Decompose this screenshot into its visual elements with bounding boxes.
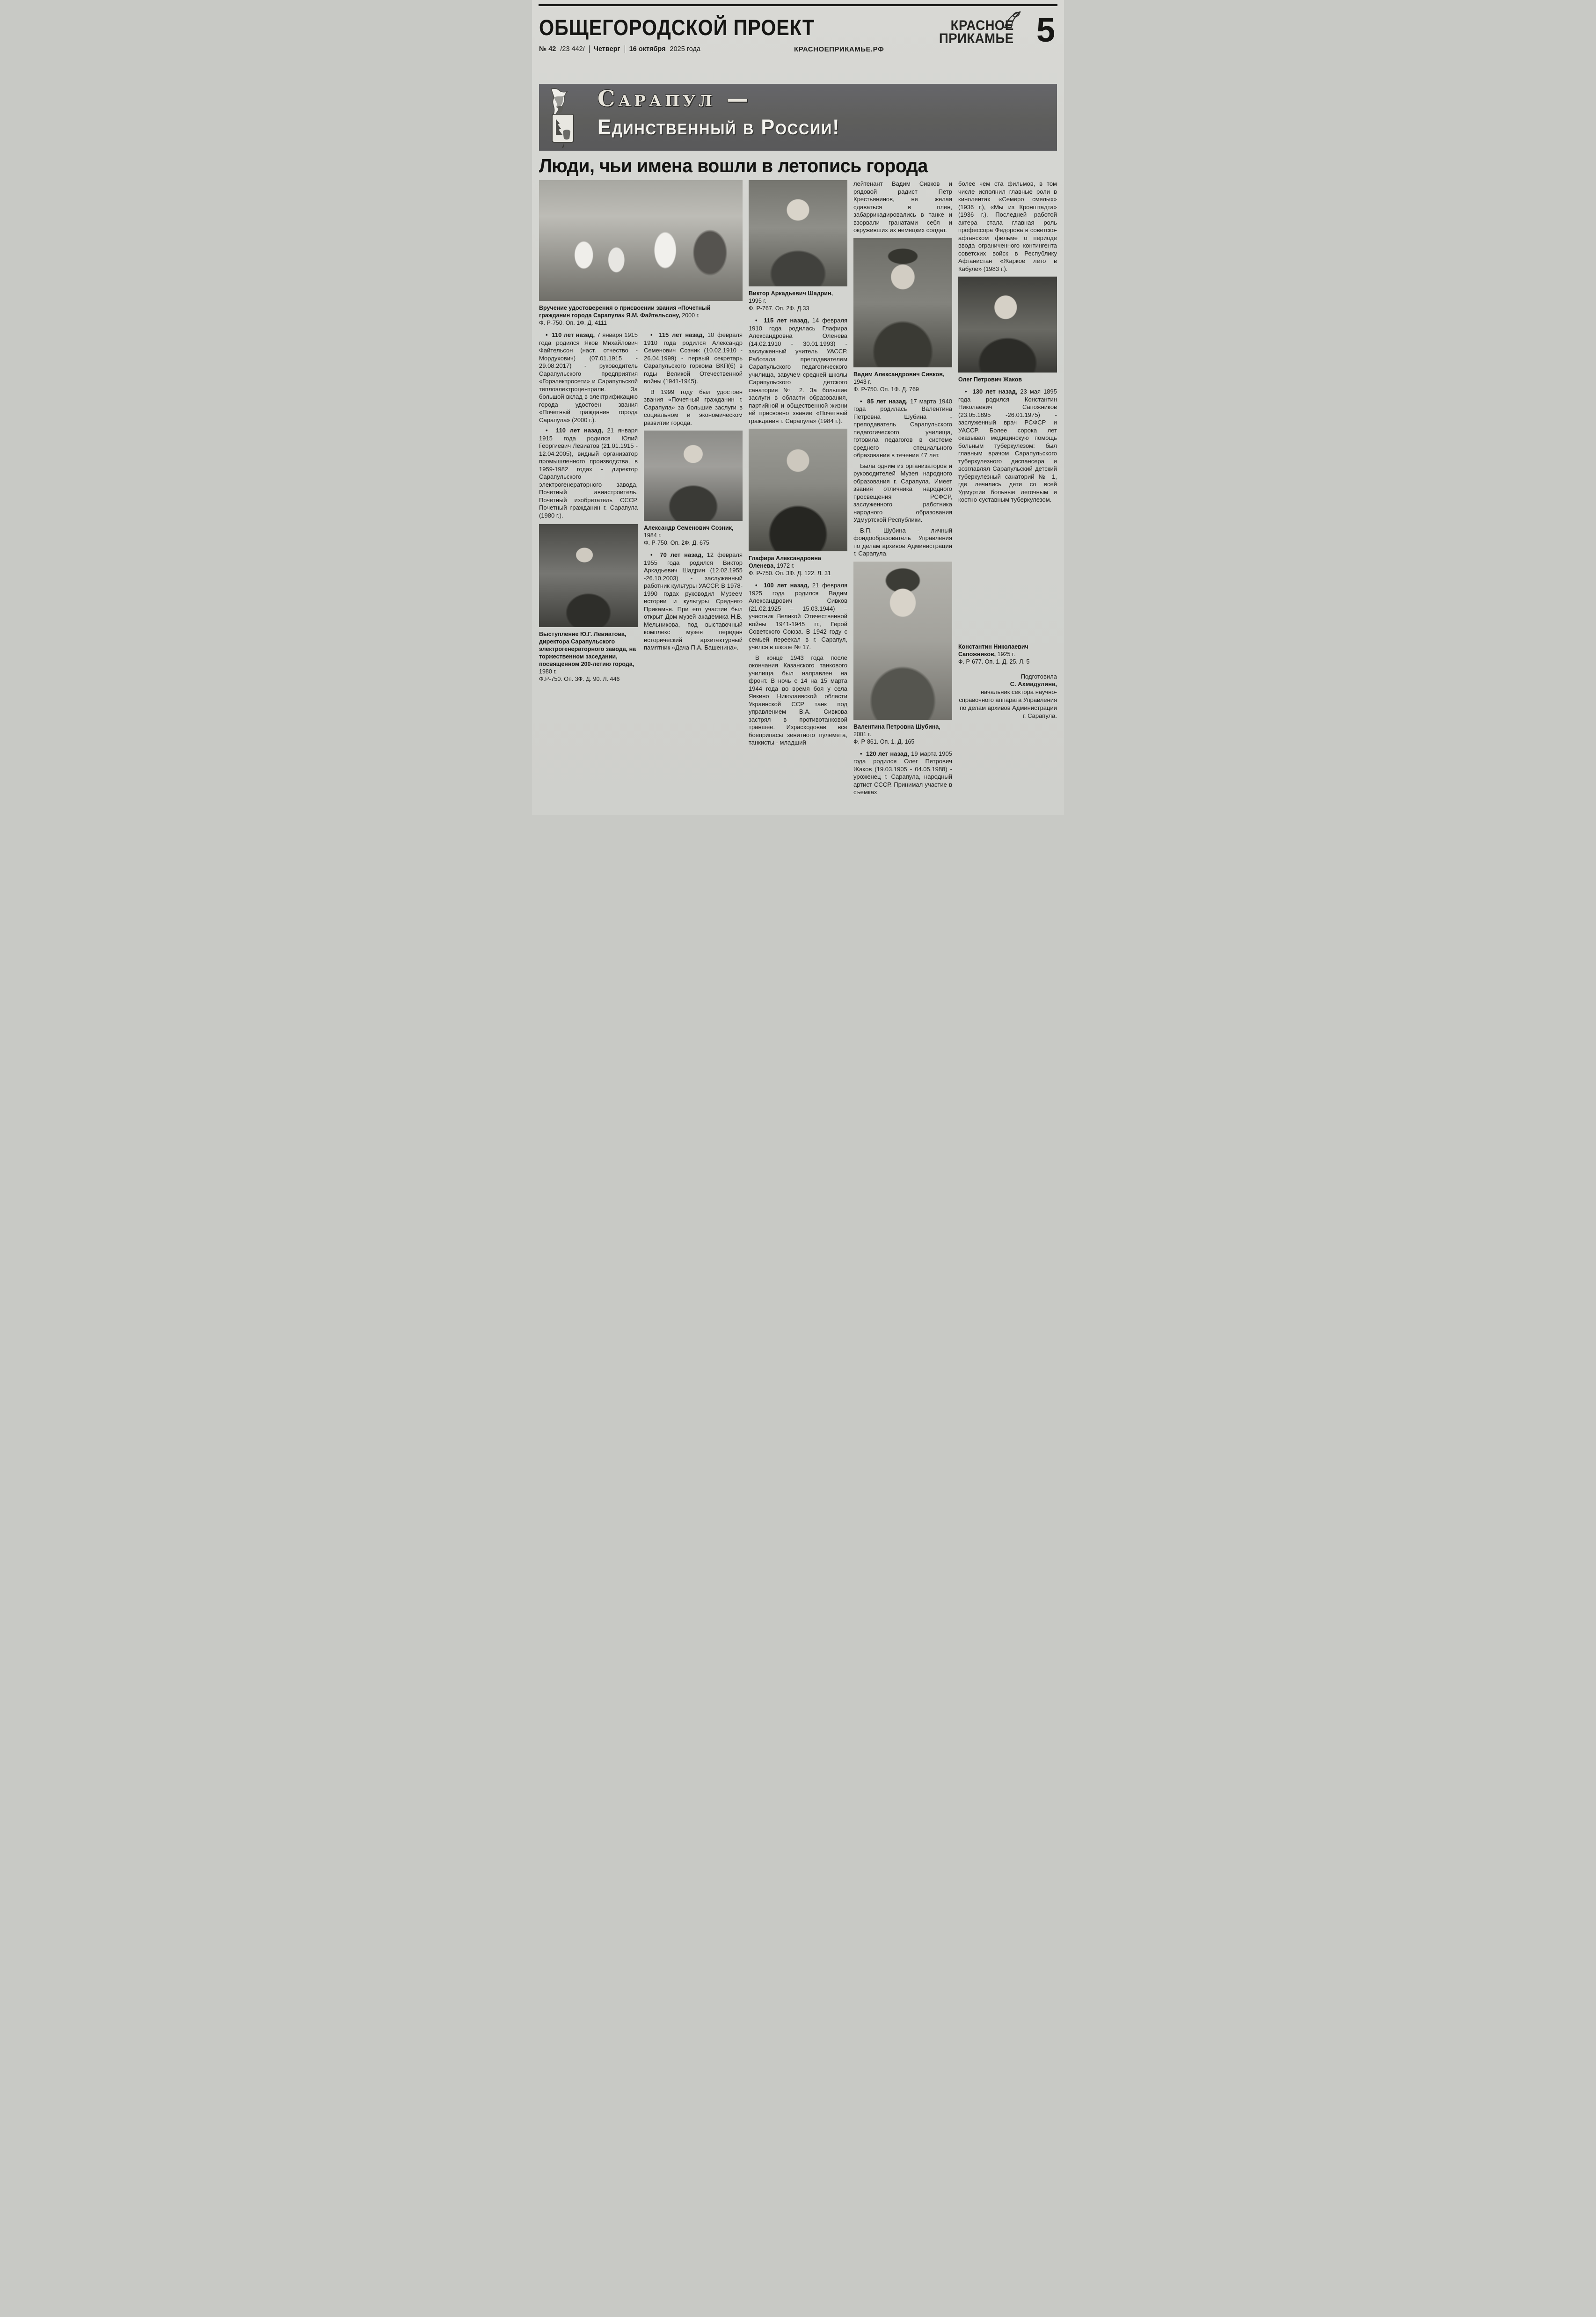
article-content (539, 180, 1057, 799)
banner-title-line2: Единственный в России! (598, 115, 840, 139)
caption-year: 1980 г. (539, 668, 557, 675)
paragraph: Была одним из организаторов и руководителей Музея народного образования г. Сарапула. Имеет звания отличника народного просвещения РСФСР, заслуженного работника народного образования Удмуртской Республики. (853, 462, 952, 523)
paragraph: В.П. Шубина - личный фондообразователь Управления по делам архивов Администрации г. Сарапула. (853, 526, 952, 557)
newspaper-site: КРАСНОЕПРИКАМЬЕ.РФ (794, 45, 884, 53)
caption-archive-ref: Ф. Р-767. Оп. 2Ф. Д.33 (749, 305, 809, 312)
paragraph: В 1999 году был удостоен звания «Почетный гражданин г. Сарапула» за большие заслуги в социальном и экономическом развитии города. (644, 388, 743, 426)
paragraph: • 110 лет назад, 21 января 1915 года родился Юлий Георгиевич Левиатов (21.01.1915 - 12.04.2005), видный организатор промышленного производства, в 1959-1982 годах - директор Сарапульского электрогенераторного завода, Почетный авиастроитель, Почетный изобретатель СССР, Почетный гражданин г. Сарапула (1980 г.). (539, 427, 638, 519)
byline-prepared: Подготовила (1020, 672, 1057, 680)
caption-year: 1972 г. (777, 563, 795, 569)
caption-archive-ref: Ф. Р-750. Оп. 1Ф. Д. 769 (853, 386, 919, 393)
column-1 (539, 331, 638, 799)
photo-shubina-portrait (853, 562, 952, 720)
issue-line (539, 45, 700, 53)
caption-leviatov (539, 630, 638, 683)
paragraph: • 70 лет назад, 12 февраля 1955 года родился Виктор Аркадьевич Шадрин (12.02.1955 -26.10.2003) - заслуженный работник культуры УАССР. В 1978-1990 годах руководил Музеем истории и культуры Среднего Прикамья. При его участии был открыт Дом-музей академика Н.В. Мельникова, под выставочный комплекс музея передан исторический архитектурный памятник «Дача П.А. Башенина». (644, 551, 743, 652)
issue-year: 2025 года (670, 45, 701, 53)
caption-title: Вручение удостоверения о присвоении звания «Почетный гражданин города Сарапула» Я.М. Файтельсону, (539, 305, 711, 319)
caption-archive-ref: Ф. Р-677. Оп. 1. Д. 25. Л. 5 (958, 658, 1030, 665)
caption-soznik (644, 524, 743, 547)
paragraph: • 85 лет назад, 17 марта 1940 года родилась Валентина Петровна Шубина - преподаватель Сарапульского педагогического училища, готовила педагогов в системе среднего специального образования в течение 47 лет. (853, 398, 952, 460)
caption-year: 1995 г. (749, 298, 766, 304)
caption-shubina (853, 723, 952, 746)
issue-date: 16 октября (629, 45, 666, 53)
caption-year: 2001 г. (853, 731, 871, 738)
article-headline: Люди, чьи имена вошли в летопись города (539, 155, 928, 176)
paragraph: более чем ста фильмов, в том числе исполнил главные роли в кинолентах «Семеро смелых» (1936 г.), «Мы из Кронштадта» (1936 г.). Последней работой актера стала главная роль профессора Федорова в советско-афганском фильме о периоде ввода ограниченного контингента советских войск в Республику Афганистан «Жаркое лето в Кабуле» (1983 г.). (958, 180, 1057, 272)
caption-archive-ref: Ф. Р-861. Оп. 1. Д. 165 (853, 738, 915, 745)
page-header (539, 12, 1057, 78)
photo-leviatov-speech (539, 524, 638, 627)
column-4 (853, 180, 952, 799)
caption-name: Александр Семенович Созник, (644, 525, 734, 531)
section-title: ОБЩЕГОРОДСКОЙ ПРОЕКТ (539, 15, 815, 40)
caption-sivkov (853, 371, 952, 393)
caption-title: Выступление Ю.Г. Левиатова, директора Сарапульского электрогенераторного завода, на торжественном заседании, посвященном 200-летию города, (539, 631, 636, 667)
caption-year: 1943 г. (853, 378, 871, 385)
caption-oleneva (749, 555, 847, 577)
sarapul-banner (539, 84, 1057, 151)
caption-archive-ref: Ф. Р-750. Оп. 1Ф. Д. 4111 (539, 320, 607, 326)
caption-year: 2000 г. (682, 312, 700, 319)
column-2 (644, 331, 743, 799)
byline-author-name: С. Ахмадулина, (1010, 680, 1057, 688)
caption-year: 1925 г. (997, 651, 1015, 658)
photo-award-ceremony (539, 180, 743, 301)
issue-weekday: Четверг (593, 45, 620, 53)
photo-oleneva-portrait (749, 429, 847, 551)
photo-soznik-portrait (644, 431, 743, 521)
column-3 (749, 180, 847, 799)
paragraph: В конце 1943 года после окончания Казанского танкового училища был направлен на фронт. В ночь с 14 на 15 марта 1944 года во время боя у села Явкино Николаевской области Украинской ССР танк под управлением В.А. Сивкова застрял в противотанковой траншее. Израсходовав все боеприпасы зенитного пулемета, танкисты - младший (749, 654, 847, 746)
masthead-bird-ornament-icon (1001, 10, 1022, 29)
photo-sapozhnikov-portrait (958, 508, 1057, 640)
paragraph: • 130 лет назад, 23 мая 1895 года родился Константин Николаевич Сапожников (23.05.1895 -26.01.1975) - заслуженный врач РСФСР и УАССР. Более сорока лет оказывал медицинскую помощь больным туберкулезом: был главным врачом Сарапульского туберкулезного диспансера и возглавлял Сарапульский детский туберкулезный санаторий № 1, где лечились дети со всей Удмуртии больные легочным и костно-суставным туберкулезом. (958, 388, 1057, 504)
caption-shadrin (749, 290, 847, 312)
caption-archive-ref: Ф.Р-750. Оп. 3Ф. Д. 90. Л. 446 (539, 676, 620, 682)
caption-zhakov (958, 376, 1057, 383)
paragraph: • 110 лет назад, 7 января 1915 года родился Яков Михайлович Файтельсон (наст. отчество - Мордухович) (07.01.1915 - 29.08.2017) - руководитель Сарапульского предприятия «Горэлектросети» и Сарапульской теплоэлектроцентрали. За большой вклад в электрификацию города удостоен звания «Почетный гражданин города Сарапула» (2000 г.). (539, 331, 638, 424)
caption-name: Вадим Александрович Сивков, (853, 371, 945, 378)
photo-zhakov-portrait (958, 277, 1057, 373)
photo-sivkov-portrait (853, 238, 952, 367)
issue-separator (589, 45, 590, 53)
paragraph: • 115 лет назад, 14 февраля 1910 года родилась Глафира Александровна Оленева (14.02.1910 - 30.01.1993) - заслуженный учитель УАССР. Работала преподавателем Сарапульского педагогического училища, завучем средней школы Сарапульского детского санатория № 2. За большие заслуги в области образования, партийной и общественной жизни ей присвоено звание «Почетный гражданин г. Сарапула» (1984 г.). (749, 317, 847, 425)
caption-name: Глафира Александровна Оленева, (749, 555, 821, 569)
masthead-line1: КРАСНОЕ (950, 18, 1014, 33)
page-top-rule (539, 4, 1057, 6)
caption-archive-ref: Ф. Р-750. Оп. 3Ф. Д. 122. Л. 31 (749, 570, 831, 577)
caption-name: Валентина Петровна Шубина, (853, 723, 940, 730)
photo-shadrin-portrait (749, 180, 847, 286)
page-number: 5 (1036, 12, 1055, 49)
newspaper-page (532, 0, 1064, 815)
masthead-line2: ПРИКАМЬЕ (939, 30, 1014, 46)
caption-name: Олег Петрович Жаков (958, 376, 1022, 383)
wide-photo-block (539, 180, 743, 331)
issue-total: /23 442/ (560, 45, 585, 53)
byline-author-role: начальник сектора научно-справочного аппарата Управления по делам архивов Администрации г. Сарапула. (959, 688, 1057, 719)
paragraph: • 120 лет назад, 19 марта 1905 года родился Олег Петрович Жаков (19.03.1905 - 04.05.1988) - уроженец г. Сарапула, народный артист СССР. Принимал участие в съемках (853, 750, 952, 797)
caption-sapozhnikov (958, 643, 1057, 665)
sarapul-flag-emblem-icon (543, 86, 592, 149)
caption-name: Виктор Аркадьевич Шадрин, (749, 290, 833, 297)
column-5 (958, 180, 1057, 799)
caption-name: Константин Николаевич Сапожников, (958, 643, 1028, 658)
author-byline (958, 673, 1057, 720)
issue-number: № 42 (539, 45, 556, 53)
caption-award-ceremony (539, 304, 743, 327)
paragraph: • 100 лет назад, 21 февраля 1925 года родился Вадим Александрович Сивков (21.02.1925 – 15.03.1944) – участник Великой Отечественной войны 1941-1945 гг., Герой Советского Союза. В 1942 году с семьей переехал в г. Сарапул, учился в школе № 17. (749, 582, 847, 651)
banner-title-line1: Сарапул — (598, 86, 752, 112)
paragraph: • 115 лет назад, 10 февраля 1910 года родился Александр Семенович Созник (10.02.1910 - 26.04.1999) - первый секретарь Сарапульского горкома ВКП(б) в годы Великой Отечественной войны (1941-1945). (644, 331, 743, 386)
paragraph: лейтенант Вадим Сивков и рядовой радист Петр Крестьянинов, не желая сдаваться в плен, забаррикадировались в танке и взорвали гранатами себя и окруживших их немецких солдат. (853, 180, 952, 234)
caption-archive-ref: Ф. Р-750. Оп. 2Ф. Д. 675 (644, 540, 709, 546)
caption-year: 1984 г. (644, 532, 662, 539)
